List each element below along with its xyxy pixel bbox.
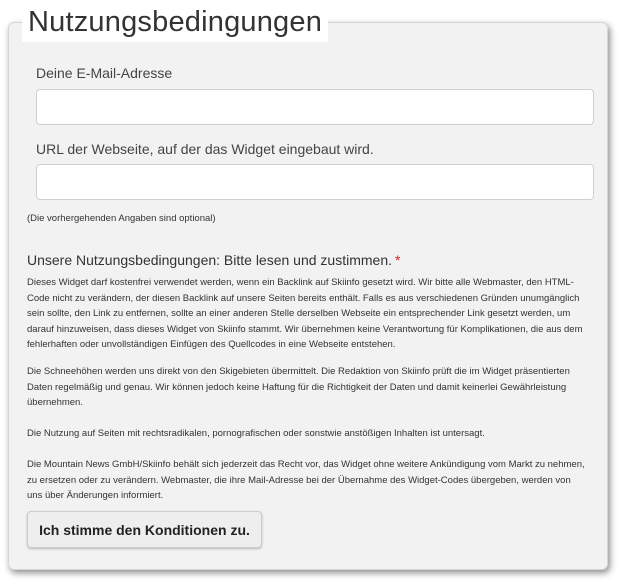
agree-button[interactable]: Ich stimme den Konditionen zu. [27,511,262,548]
terms-paragraph-prohibited-content: Die Nutzung auf Seiten mit rechtsradikalen, pornografischen oder sonstwie anstößigen Inhalten ist untersagt. [27,428,485,439]
url-label: URL der Webseite, auf der das Widget eingebaut wird. [36,141,374,157]
form-title: Nutzungsbedingungen [22,2,328,42]
terms-paragraph-backlink: Dieses Widget darf kostenfrei verwendet werden, wenn ein Backlink auf Skiinfo gesetzt wird. Wir bitte alle Webmaster, den HTML-Code nicht zu verändern, der diesen Backlink auf unsere Seiten bereits enthält. Falls es aus verschiedenen Gründen unumgänglich sein sollte, den Link zu entfernen, sollte an einer anderen Stelle derselben Webseite ein entsprechender Link gesetzt werden, um darauf hinzuweisen, dass dieses Widget von Skiinfo stammt. Wir übernehmen keine Verantwortung für Komplikationen, die aus dem fehlerhaften oder unvollständigen Einfügen des Quellcodes in eine Webseite entstehen. [27,277,583,350]
required-marker: * [395,252,401,268]
email-label: Deine E-Mail-Adresse [36,65,173,81]
terms-heading-text: Unsere Nutzungsbedingungen: Bitte lesen und zustimmen. [27,252,392,268]
terms-heading [27,252,400,268]
terms-paragraph-snow-data: Die Schneehöhen werden uns direkt von den Skigebieten übermittelt. Die Redaktion von Skiinfo prüft die im Widget präsentierten Daten regelmäßig und genau. Wir können jedoch keine Haftung für die Richtigkeit der Daten und damit keinerlei Gewährleistung übernehmen. [27,366,570,408]
website-url-field[interactable] [36,164,594,200]
terms-paragraph-changes: Die Mountain News GmbH/Skiinfo behält sich jederzeit das Recht vor, das Widget ohne weitere Ankündigung vom Markt zu nehmen, zu ersetzen oder zu verändern. Webmaster, die ihre Mail-Adresse bei der Übernahme des Widget-Codes übergeben, werden von uns über Änderungen informiert. [27,459,585,501]
optional-note: (Die vorhergehenden Angaben sind optional) [27,213,216,224]
email-field[interactable] [36,89,594,125]
